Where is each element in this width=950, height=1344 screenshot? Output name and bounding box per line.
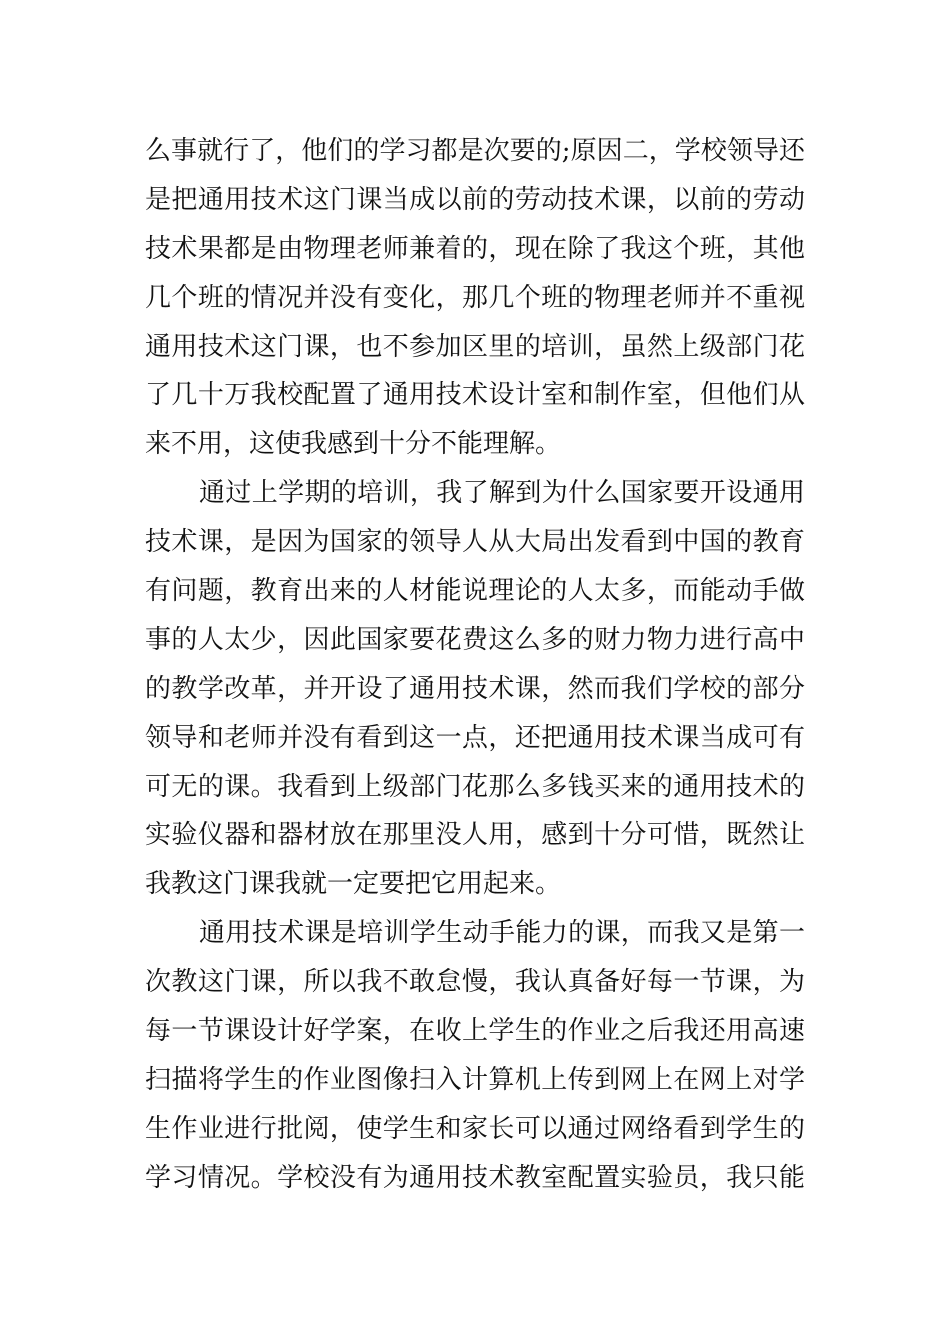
text-line: 学习情况。学校没有为通用技术教室配置实验员，我只能 [145, 1162, 805, 1193]
text-line: 次教这门课，所以我不敢怠慢，我认真备好每一节课，为 [145, 967, 805, 998]
text-line: 扫描将学生的作业图像扫入计算机上传到网上在网上对学 [145, 1064, 805, 1095]
text-line: 的教学改革，并开设了通用技术课，然而我们学校的部分 [145, 673, 805, 704]
paragraph-3 [145, 909, 805, 1202]
text-line: 实验仪器和器材放在那里没人用，感到十分可惜，既然让 [145, 820, 805, 851]
text-line: 领导和老师并没有看到这一点，还把通用技术课当成可有 [145, 722, 805, 753]
text-line: 每一节课设计好学案，在收上学生的作业之后我还用高速 [145, 1016, 805, 1047]
text-line: 通用技术这门课，也不参加区里的培训，虽然上级部门花 [145, 331, 805, 362]
text-line: 是把通用技术这门课当成以前的劳动技术课，以前的劳动 [145, 184, 805, 215]
paragraph-2 [145, 469, 805, 909]
text-line: 有问题，教育出来的人材能说理论的人太多，而能动手做 [145, 576, 805, 607]
text-line: 事的人太少，因此国家要花费这么多的财力物力进行高中 [145, 624, 805, 655]
text-line: 通过上学期的培训，我了解到为什么国家要开设通用 [199, 478, 805, 509]
text-line: 生作业进行批阅，使学生和家长可以通过网络看到学生的 [145, 1113, 805, 1144]
text-line: 几个班的情况并没有变化，那几个班的物理老师并不重视 [145, 282, 805, 313]
text-line: 技术果都是由物理老师兼着的，现在除了我这个班，其他 [145, 233, 805, 264]
text-line: 可无的课。我看到上级部门花那么多钱买来的通用技术的 [145, 771, 805, 802]
text-line: 来不用，这使我感到十分不能理解。 [145, 429, 562, 460]
body-text [145, 127, 805, 1203]
text-line: 通用技术课是培训学生动手能力的课，而我又是第一 [199, 918, 805, 949]
text-line: 我教这门课我就一定要把它用起来。 [145, 869, 562, 900]
text-line: 技术课，是因为国家的领导人从大局出发看到中国的教育 [145, 527, 805, 558]
paragraph-1 [145, 127, 805, 469]
text-line: 么事就行了，他们的学习都是次要的;原因二，学校领导还 [145, 136, 805, 166]
text-line: 了几十万我校配置了通用技术设计室和制作室，但他们从 [145, 380, 805, 411]
